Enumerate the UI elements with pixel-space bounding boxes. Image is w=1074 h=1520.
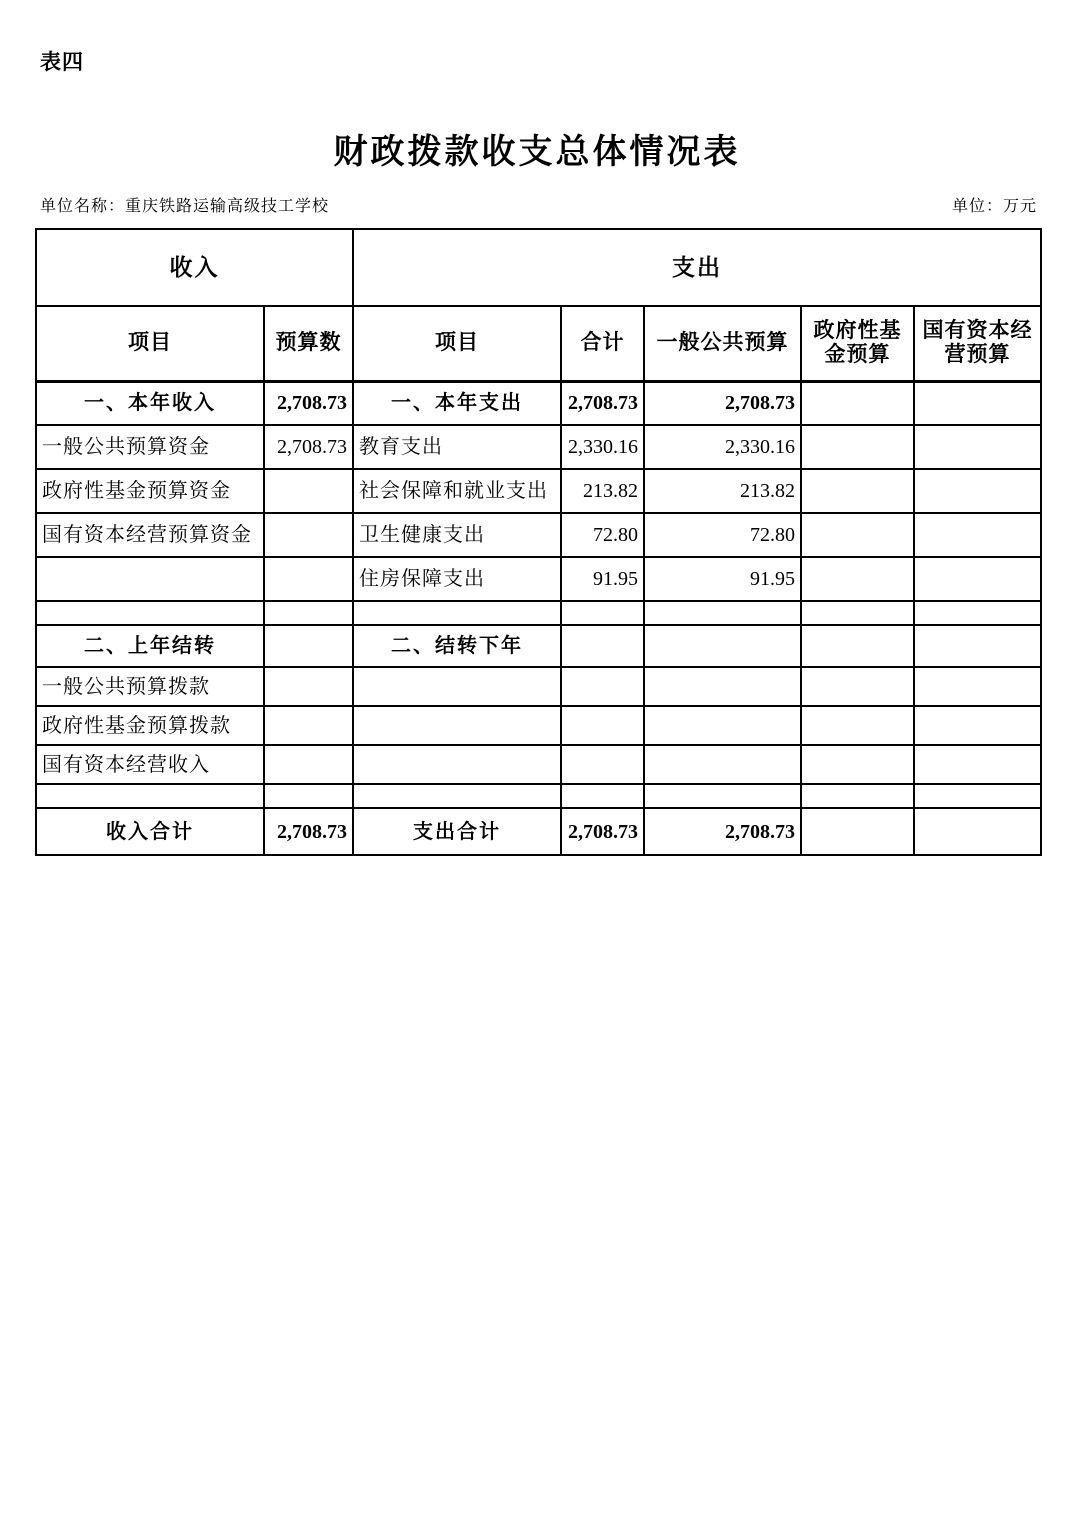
- sheet-label: 表四: [40, 51, 84, 74]
- table-cell: 91.95: [561, 557, 644, 601]
- col-header-general-public-budget: 一般公共预算: [644, 306, 801, 381]
- col-header-budget: 预算数: [264, 306, 353, 381]
- table-row: [36, 784, 1041, 808]
- table-cell: [644, 784, 801, 808]
- table-cell: 2,330.16: [561, 425, 644, 469]
- table-row: [36, 557, 1041, 601]
- table-row: [36, 625, 1041, 667]
- table-cell: 2,708.73: [561, 381, 644, 425]
- table-cell: [561, 745, 644, 784]
- table-cell: [801, 625, 914, 667]
- table-cell: [353, 784, 561, 808]
- table-cell: 一、本年支出: [353, 381, 561, 425]
- page-title: 财政拨款收支总体情况表: [333, 134, 741, 171]
- table-cell: 国有资本经营收入: [36, 745, 264, 784]
- table-row: [36, 469, 1041, 513]
- table-cell: 二、上年结转: [36, 625, 264, 667]
- unit-name: 单位名称：重庆铁路运输高级技工学校: [40, 198, 330, 215]
- table-cell: [36, 601, 264, 625]
- table-cell: 国有资本经营预算资金: [36, 513, 264, 557]
- table-cell: [561, 625, 644, 667]
- col-header-expenditure-item: 项目: [353, 306, 561, 381]
- table-cell: [801, 667, 914, 706]
- table-cell: [353, 706, 561, 745]
- table-cell: [561, 706, 644, 745]
- table-cell: [264, 625, 353, 667]
- table-cell: 2,708.73: [644, 381, 801, 425]
- table-cell: 2,330.16: [644, 425, 801, 469]
- table-cell: [914, 808, 1041, 855]
- table-cell: [264, 601, 353, 625]
- table-cell: 政府性基金预算拨款: [36, 706, 264, 745]
- table-row: [36, 425, 1041, 469]
- table-cell: [353, 667, 561, 706]
- table-header-row-columns: [36, 306, 1041, 381]
- table-cell: [914, 601, 1041, 625]
- table-cell: [801, 808, 914, 855]
- table-cell: 213.82: [644, 469, 801, 513]
- table-row: [36, 808, 1041, 855]
- table-cell: 72.80: [644, 513, 801, 557]
- table-cell: 卫生健康支出: [353, 513, 561, 557]
- table-cell: 支出合计: [353, 808, 561, 855]
- table-cell: [561, 667, 644, 706]
- table-cell: [644, 601, 801, 625]
- table-cell: [353, 601, 561, 625]
- table-cell: [801, 513, 914, 557]
- table-cell: [914, 745, 1041, 784]
- unit-of-measure: 单位：万元: [951, 198, 1037, 215]
- col-header-state-capital-budget: 国有资本经营预算: [914, 306, 1041, 381]
- table-cell: 一、本年收入: [36, 381, 264, 425]
- table-cell: [801, 784, 914, 808]
- table-cell: [36, 557, 264, 601]
- table-row: [36, 667, 1041, 706]
- table-cell: 2,708.73: [644, 808, 801, 855]
- table-cell: [264, 784, 353, 808]
- col-header-gov-fund-budget: 政府性基金预算: [801, 306, 914, 381]
- table-cell: [36, 784, 264, 808]
- table-cell: [914, 513, 1041, 557]
- table-cell: [914, 784, 1041, 808]
- header-expenditure: 支出: [353, 229, 1041, 306]
- table-cell: [264, 745, 353, 784]
- col-header-income-item: 项目: [36, 306, 264, 381]
- table-row: [36, 381, 1041, 425]
- table-cell: 91.95: [644, 557, 801, 601]
- table-cell: [644, 706, 801, 745]
- table-cell: [914, 381, 1041, 425]
- table-cell: [914, 425, 1041, 469]
- table-cell: [801, 381, 914, 425]
- table-cell: [801, 557, 914, 601]
- table-cell: [914, 557, 1041, 601]
- table-row: [36, 513, 1041, 557]
- table-cell: [353, 745, 561, 784]
- table-cell: [264, 513, 353, 557]
- table-cell: 收入合计: [36, 808, 264, 855]
- table-cell: 政府性基金预算资金: [36, 469, 264, 513]
- table-cell: 2,708.73: [264, 808, 353, 855]
- table-cell: [644, 625, 801, 667]
- table-cell: [264, 706, 353, 745]
- table-cell: [801, 601, 914, 625]
- table-cell: 2,708.73: [561, 808, 644, 855]
- table-cell: [561, 784, 644, 808]
- table-cell: 住房保障支出: [353, 557, 561, 601]
- budget-table: [35, 228, 1042, 856]
- table-cell: [264, 557, 353, 601]
- table-cell: 213.82: [561, 469, 644, 513]
- table-cell: [801, 745, 914, 784]
- header-income: 收入: [36, 229, 353, 306]
- table-cell: [264, 667, 353, 706]
- table-cell: [914, 469, 1041, 513]
- table-cell: 2,708.73: [264, 381, 353, 425]
- meta-row: [40, 193, 1037, 216]
- table-row: [36, 745, 1041, 784]
- table-row: [36, 706, 1041, 745]
- table-cell: [561, 601, 644, 625]
- table-cell: 教育支出: [353, 425, 561, 469]
- table-cell: 二、结转下年: [353, 625, 561, 667]
- table-cell: [914, 625, 1041, 667]
- table-cell: 2,708.73: [264, 425, 353, 469]
- table-cell: 一般公共预算拨款: [36, 667, 264, 706]
- table-cell: [914, 667, 1041, 706]
- col-header-total: 合计: [561, 306, 644, 381]
- table-cell: 一般公共预算资金: [36, 425, 264, 469]
- table-cell: 社会保障和就业支出: [353, 469, 561, 513]
- table-cell: [801, 706, 914, 745]
- table-cell: [914, 706, 1041, 745]
- table-row: [36, 601, 1041, 625]
- table-cell: 72.80: [561, 513, 644, 557]
- table-cell: [801, 469, 914, 513]
- table-cell: [644, 745, 801, 784]
- table-cell: [801, 425, 914, 469]
- table-cell: [264, 469, 353, 513]
- table-cell: [644, 667, 801, 706]
- table-header-row-groups: [36, 229, 1041, 306]
